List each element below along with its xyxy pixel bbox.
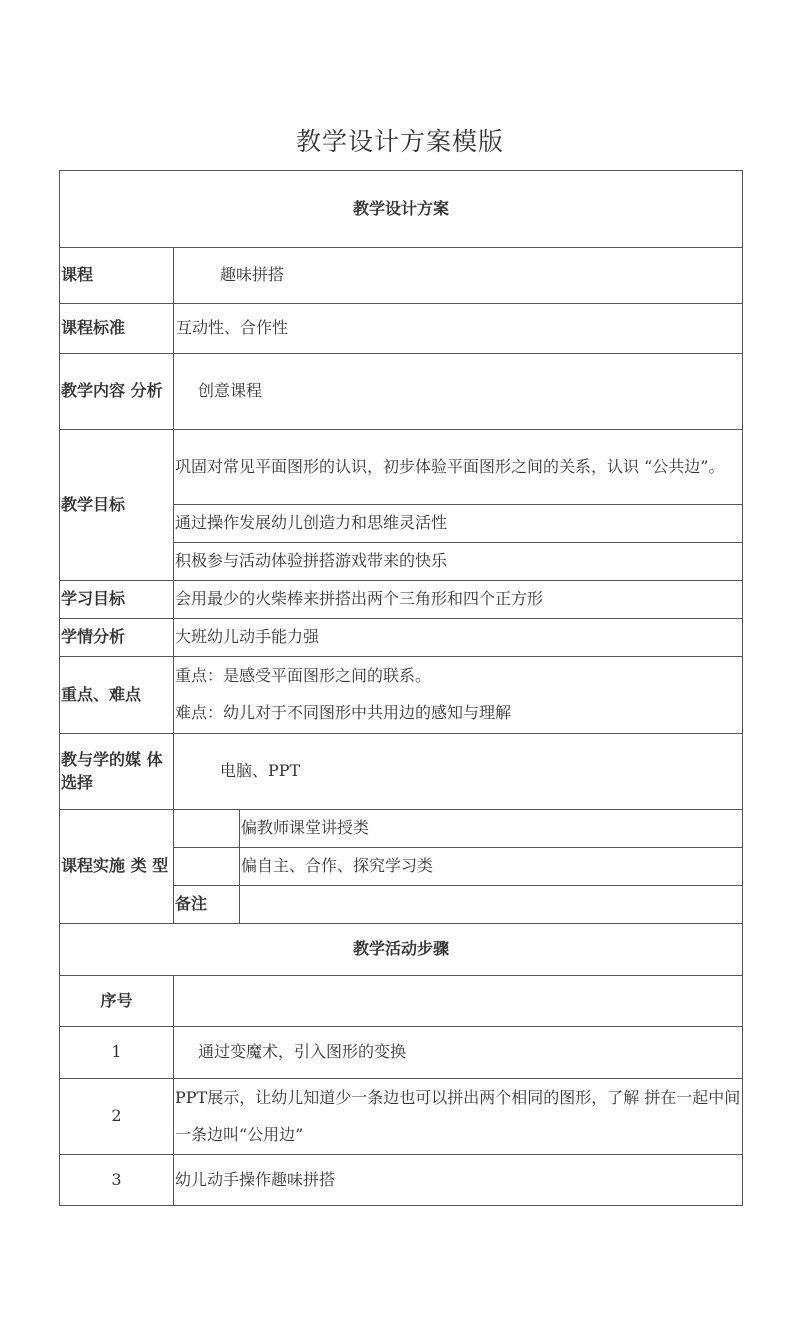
goals-label: 教学目标 bbox=[60, 430, 174, 581]
standard-value: 互动性、合作性 bbox=[174, 304, 743, 354]
implementation-label: 课程实施 类 型 bbox=[60, 810, 174, 924]
table-row bbox=[60, 1155, 743, 1206]
activity-header-row bbox=[60, 924, 743, 976]
table-row bbox=[60, 1027, 743, 1079]
row-course bbox=[60, 248, 743, 304]
key-points-value bbox=[174, 657, 743, 734]
key-points-label: 重点、难点 bbox=[60, 657, 174, 734]
learning-goal-label: 学习目标 bbox=[60, 581, 174, 619]
goal-item: 通过操作发展幼儿创造力和思维灵活性 bbox=[174, 505, 743, 543]
row-media bbox=[60, 734, 743, 810]
media-label: 教与学的媒 体选择 bbox=[60, 734, 174, 810]
remark-label: 备注 bbox=[174, 886, 240, 924]
implementation-check-1 bbox=[174, 810, 240, 848]
row-implementation-1 bbox=[60, 810, 743, 848]
activity-header: 教学活动步骤 bbox=[60, 924, 743, 976]
table-header: 教学设计方案 bbox=[60, 171, 743, 248]
row-content-analysis bbox=[60, 354, 743, 430]
course-label: 课程 bbox=[60, 248, 174, 304]
seq-content bbox=[174, 976, 743, 1027]
step-number: 3 bbox=[60, 1155, 174, 1206]
content-analysis-value: 创意课程 bbox=[174, 354, 743, 430]
implementation-option: 偏教师课堂讲授类 bbox=[240, 810, 743, 848]
seq-label: 序号 bbox=[60, 976, 174, 1027]
media-value: 电脑、PPT bbox=[174, 734, 743, 810]
step-text: 通过变魔术，引入图形的变换 bbox=[174, 1027, 743, 1079]
implementation-option: 偏自主、合作、探究学习类 bbox=[240, 848, 743, 886]
implementation-check-2 bbox=[174, 848, 240, 886]
row-learner-analysis bbox=[60, 619, 743, 657]
table-row bbox=[60, 1079, 743, 1155]
goal-item: 巩固对常见平面图形的认识，初步体验平面图形之间的关系，认识 “公共边”。 bbox=[174, 430, 743, 505]
row-standard bbox=[60, 304, 743, 354]
learning-goal-value: 会用最少的火柴棒来拼搭出两个三角形和四个正方形 bbox=[174, 581, 743, 619]
content-analysis-label: 教学内容 分析 bbox=[60, 354, 174, 430]
row-learning-goal bbox=[60, 581, 743, 619]
difficulty-text: 难点：幼儿对于不同图形中共用边的感知与理解 bbox=[175, 703, 512, 722]
course-value: 趣味拼搭 bbox=[174, 248, 743, 304]
learner-analysis-value: 大班幼儿动手能力强 bbox=[174, 619, 743, 657]
standard-label: 课程标准 bbox=[60, 304, 174, 354]
document-title: 教学设计方案模版 bbox=[295, 127, 504, 156]
step-number: 2 bbox=[60, 1079, 174, 1155]
row-goal-1 bbox=[60, 430, 743, 505]
goal-item: 积极参与活动体验拼搭游戏带来的快乐 bbox=[174, 543, 743, 581]
learner-analysis-label: 学情分析 bbox=[60, 619, 174, 657]
activity-seq-row bbox=[60, 976, 743, 1027]
row-key-points bbox=[60, 657, 743, 734]
lesson-plan-table bbox=[59, 170, 743, 1206]
table-header-row bbox=[60, 171, 743, 248]
step-number: 1 bbox=[60, 1027, 174, 1079]
focus-text: 重点：是感受平面图形之间的联系。 bbox=[175, 666, 432, 686]
remark-value bbox=[240, 886, 743, 924]
step-text: 幼儿动手操作趣味拼搭 bbox=[174, 1155, 743, 1206]
step-text: PPT展示，让幼儿知道少一条边也可以拼出两个相同的图形，了解 拼在一起中间一条边叫“公用边” bbox=[174, 1079, 743, 1155]
